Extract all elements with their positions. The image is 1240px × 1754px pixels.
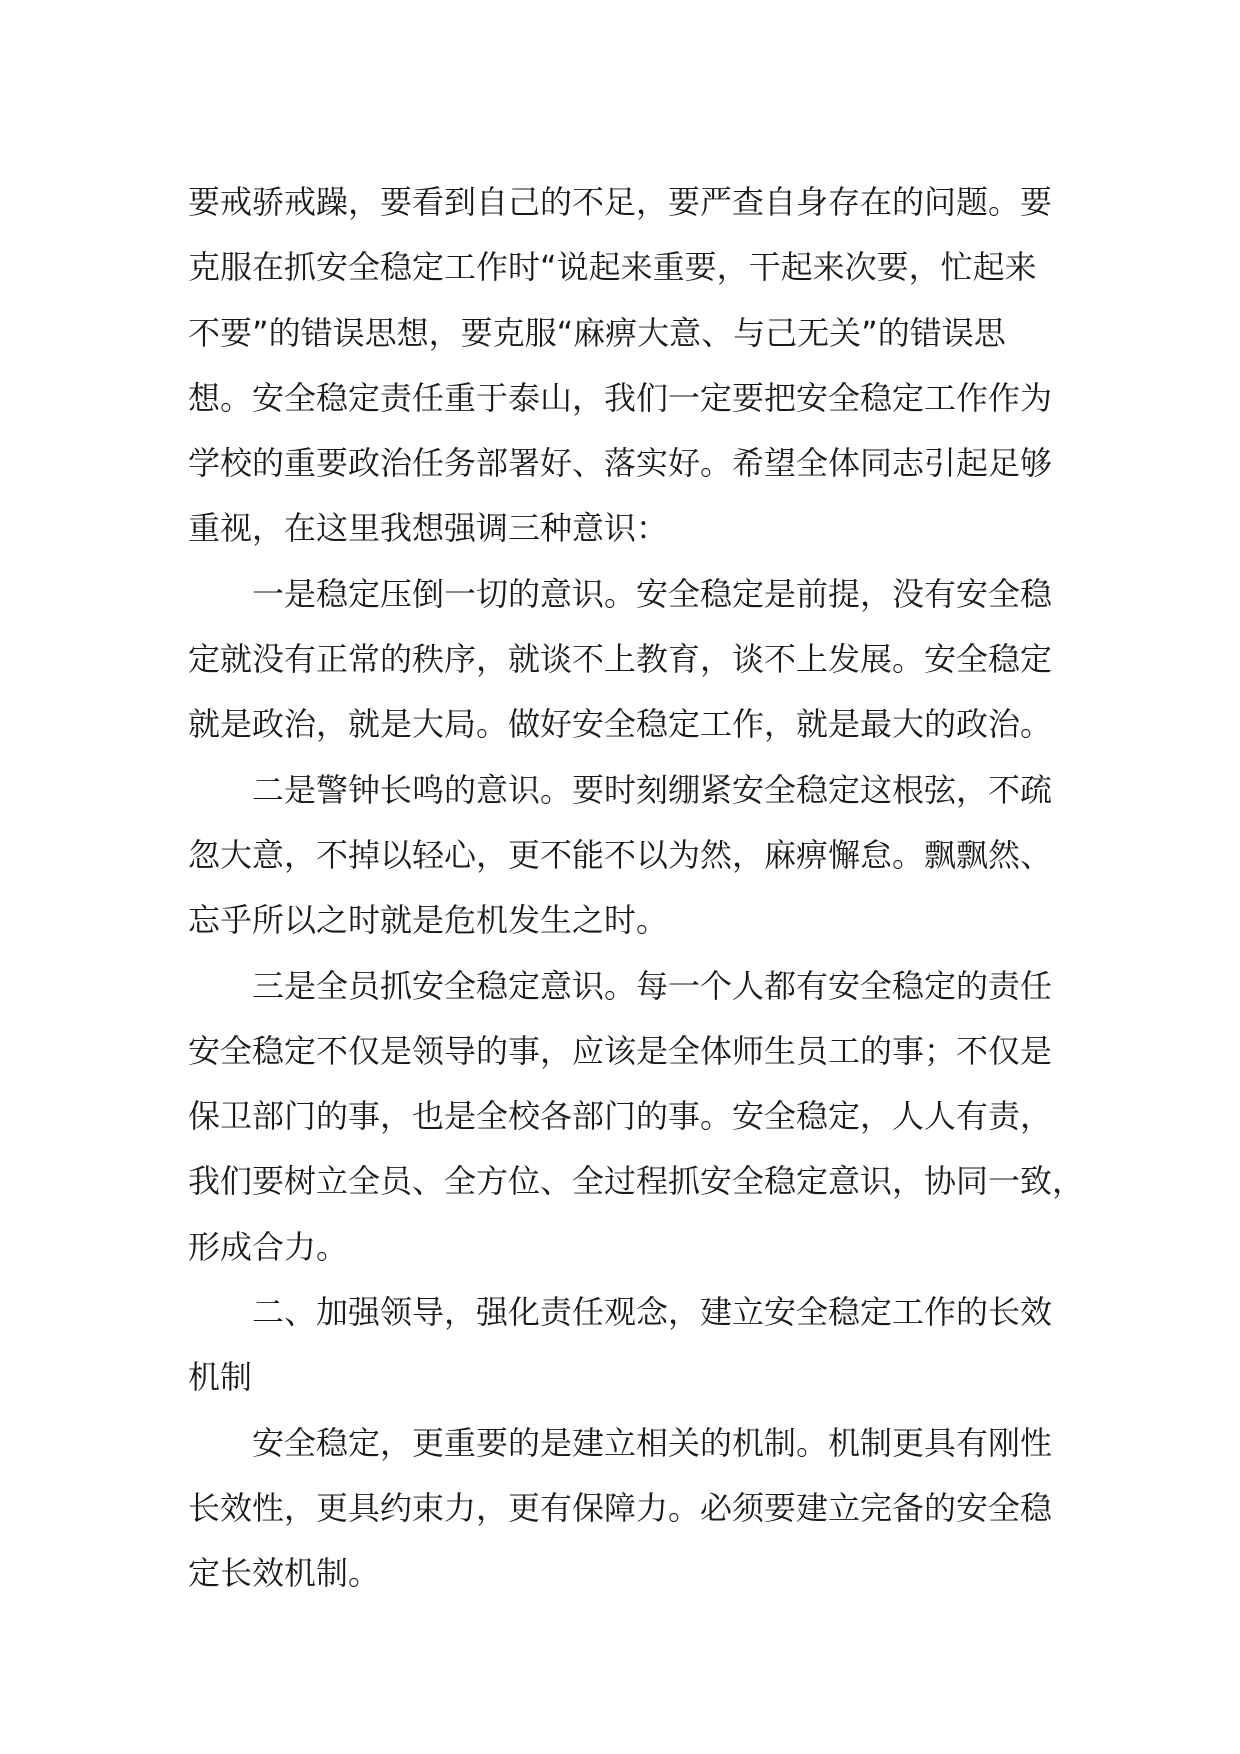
text-line-13: 三是全员抓安全稳定意识。每一个人都有安全稳定的责任 (252, 966, 1053, 1005)
text-line-15: 保卫部门的事，也是全校各部门的事。安全稳定，人人有责， (188, 1097, 1053, 1136)
text-line-3: 不要”的错误思想，要克服“麻痹大意、与己无关”的错误思 (188, 313, 1006, 352)
text-line-7: 一是稳定压倒一切的意识。安全稳定是前提，没有安全稳 (252, 574, 1053, 613)
text-line-19: 机制 (188, 1358, 253, 1397)
text-line-12: 忘乎所以之时就是危机发生之时。 (188, 901, 669, 940)
text-line-16: 我们要树立全员、全方位、全过程抓安全稳定意识，协同一致， (188, 1162, 1085, 1201)
text-line-4: 想。安全稳定责任重于泰山，我们一定要把安全稳定工作作为 (188, 378, 1053, 417)
text-line-10: 二是警钟长鸣的意识。要时刻绷紧安全稳定这根弦，不疏 (252, 770, 1053, 809)
text-line-2: 克服在抓安全稳定工作时“说起来重要，干起来次要，忙起来 (188, 248, 1037, 287)
text-line-14: 安全稳定不仅是领导的事，应该是全体师生员工的事；不仅是 (188, 1031, 1053, 1070)
text-line-9: 就是政治，就是大局。做好安全稳定工作，就是最大的政治。 (188, 705, 1053, 744)
text-line-5: 学校的重要政治任务部署好、落实好。希望全体同志引起足够 (188, 444, 1053, 483)
text-line-11: 忽大意，不掉以轻心，更不能不以为然，麻痹懈怠。飘飘然、 (188, 835, 1053, 874)
text-line-21: 长效性，更具约束力，更有保障力。必须要建立完备的安全稳 (188, 1488, 1053, 1527)
text-line-22: 定长效机制。 (188, 1554, 381, 1593)
body-text (188, 170, 1088, 1607)
text-line-20: 安全稳定，更重要的是建立相关的机制。机制更具有刚性 (252, 1423, 1053, 1462)
text-line-17: 形成合力。 (188, 1227, 349, 1266)
text-line-8: 定就没有正常的秩序，就谈不上教育，谈不上发展。安全稳定 (188, 640, 1053, 679)
text-line-18: 二、加强领导，强化责任观念，建立安全稳定工作的长效 (252, 1293, 1053, 1332)
text-line-1: 要戒骄戒躁，要看到自己的不足，要严查自身存在的问题。要 (188, 183, 1053, 221)
text-line-6: 重视，在这里我想强调三种意识： (188, 509, 669, 548)
